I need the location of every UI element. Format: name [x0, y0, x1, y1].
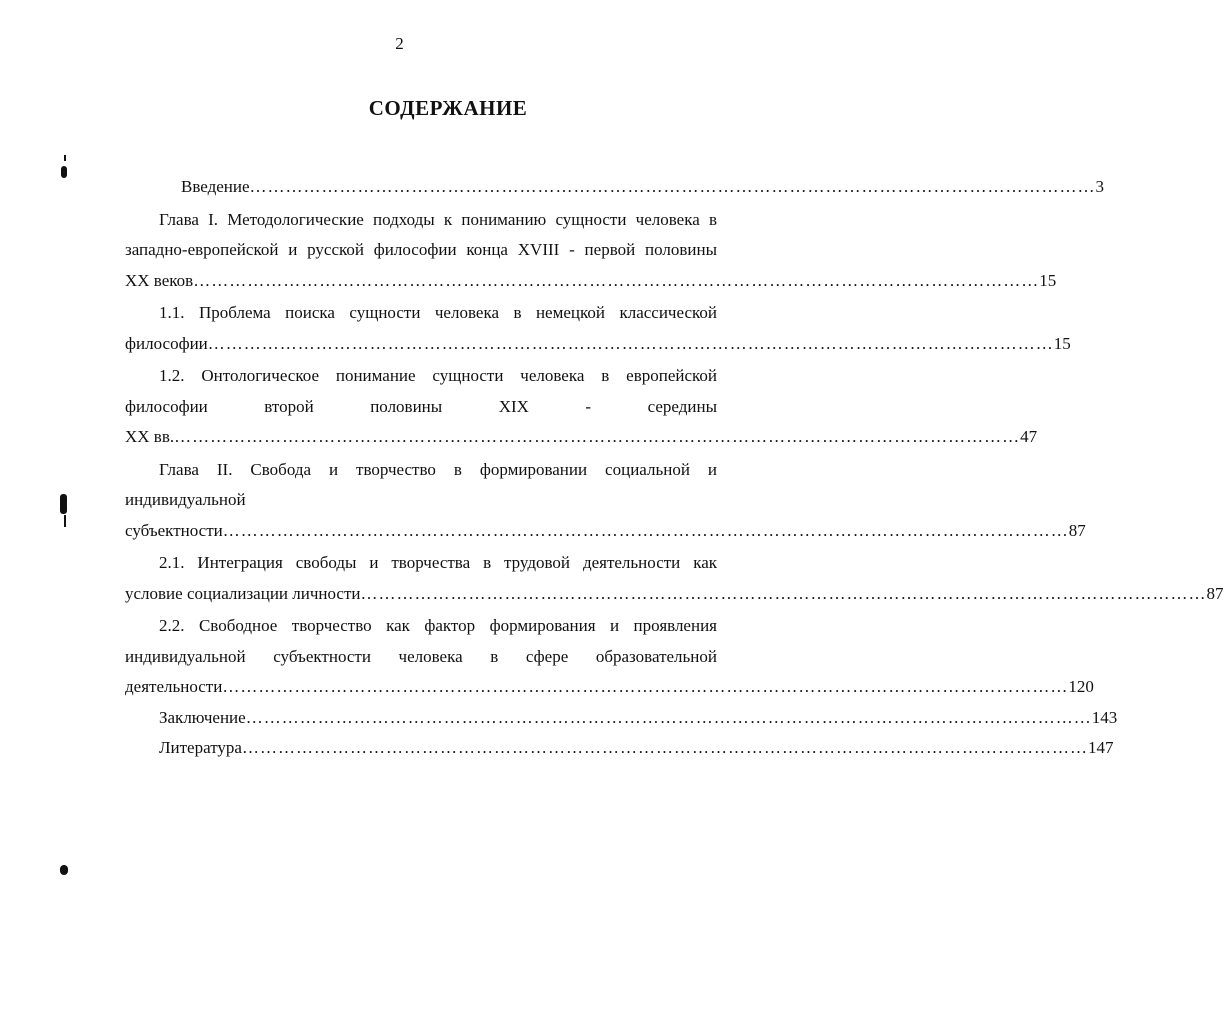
dot-leader: …………………………………………………………………………………………………………………………… — [174, 427, 1021, 446]
scan-speck — [60, 494, 67, 514]
toc-entry-text: философии второй половины XIX - середины — [125, 396, 717, 416]
toc-page-number: 15 — [1053, 333, 1071, 353]
dot-leader: …………………………………………………………………………………………………………………………… — [222, 520, 1069, 540]
toc-entry-section-2-1[interactable] — [125, 548, 1224, 609]
toc-entry-text: Глава II. Свобода и творчество в формировании социальной и — [159, 459, 717, 479]
scan-speck — [61, 166, 67, 178]
scan-speck — [60, 865, 68, 875]
toc-entry-text: Введение — [181, 177, 250, 196]
toc-entry-text: субъектности — [125, 520, 223, 540]
toc-entry-chapter-1[interactable] — [125, 205, 1057, 297]
page-number: 2 — [395, 34, 404, 53]
toc-page-number: 3 — [1095, 177, 1105, 196]
toc-entry-text: Заключение — [159, 707, 246, 727]
toc-entry-section-1-2[interactable] — [125, 361, 1038, 453]
toc-entry-text: индивидуальной субъектности человека в сфере образовательной — [125, 646, 717, 666]
toc-page-number: 15 — [1039, 270, 1057, 290]
toc-entry-introduction[interactable] — [125, 172, 1105, 203]
dot-leader: …………………………………………………………………………………………………………………………… — [222, 677, 1069, 696]
toc-page-number: 87 — [1206, 583, 1224, 603]
table-of-contents — [125, 172, 1224, 764]
toc-entry-text: 2.2. Свободное творчество как фактор формирования и проявления — [159, 616, 717, 635]
toc-entry-text: западно-европейской и русской философии конца XVIII - первой половины — [125, 240, 717, 259]
dot-leader: …………………………………………………………………………………………………………………………… — [245, 707, 1092, 727]
dot-leader: …………………………………………………………………………………………………………………………… — [207, 333, 1054, 353]
dot-leader: …………………………………………………………………………………………………………………………… — [360, 583, 1207, 603]
toc-entry-text: XX веков — [125, 270, 194, 290]
toc-entry-conclusion[interactable] — [125, 703, 1118, 734]
toc-entry-text: индивидуальной — [125, 490, 246, 509]
dot-leader: …………………………………………………………………………………………………………………………… — [249, 177, 1096, 196]
toc-entry-text: Литература — [159, 738, 242, 757]
toc-entry-text: 2.1. Интеграция свободы и творчества в трудовой деятельности как — [159, 553, 717, 572]
toc-entry-section-2-2[interactable] — [125, 611, 1094, 703]
toc-entry-literature[interactable] — [125, 733, 1114, 764]
toc-page-number: 147 — [1087, 738, 1114, 757]
toc-entry-text: деятельности — [125, 677, 223, 696]
scan-speck — [64, 515, 66, 527]
page-title: СОДЕРЖАНИЕ — [368, 96, 528, 120]
toc-entry-text: Глава I. Методологические подходы к пониманию сущности человека в — [159, 209, 717, 229]
toc-entry-chapter-2[interactable] — [125, 455, 1086, 547]
dot-leader: …………………………………………………………………………………………………………………………… — [241, 738, 1088, 757]
toc-entry-text: 1.2. Онтологическое понимание сущности человека в европейской — [159, 366, 717, 385]
toc-entry-text: философии — [125, 333, 208, 353]
toc-entry-text: 1.1. Проблема поиска сущности человека в немецкой классической — [159, 303, 717, 322]
toc-page-number: 143 — [1091, 707, 1118, 727]
toc-entry-text: условие социализации личности — [125, 583, 361, 603]
toc-page-number: 120 — [1068, 677, 1094, 696]
toc-entry-section-1-1[interactable] — [125, 298, 1071, 359]
toc-page-number: 47 — [1020, 427, 1038, 446]
toc-entry-text: XX вв. — [125, 427, 175, 446]
dot-leader: …………………………………………………………………………………………………………………………… — [193, 270, 1040, 290]
scan-speck — [64, 155, 66, 161]
toc-page-number: 87 — [1068, 520, 1086, 540]
